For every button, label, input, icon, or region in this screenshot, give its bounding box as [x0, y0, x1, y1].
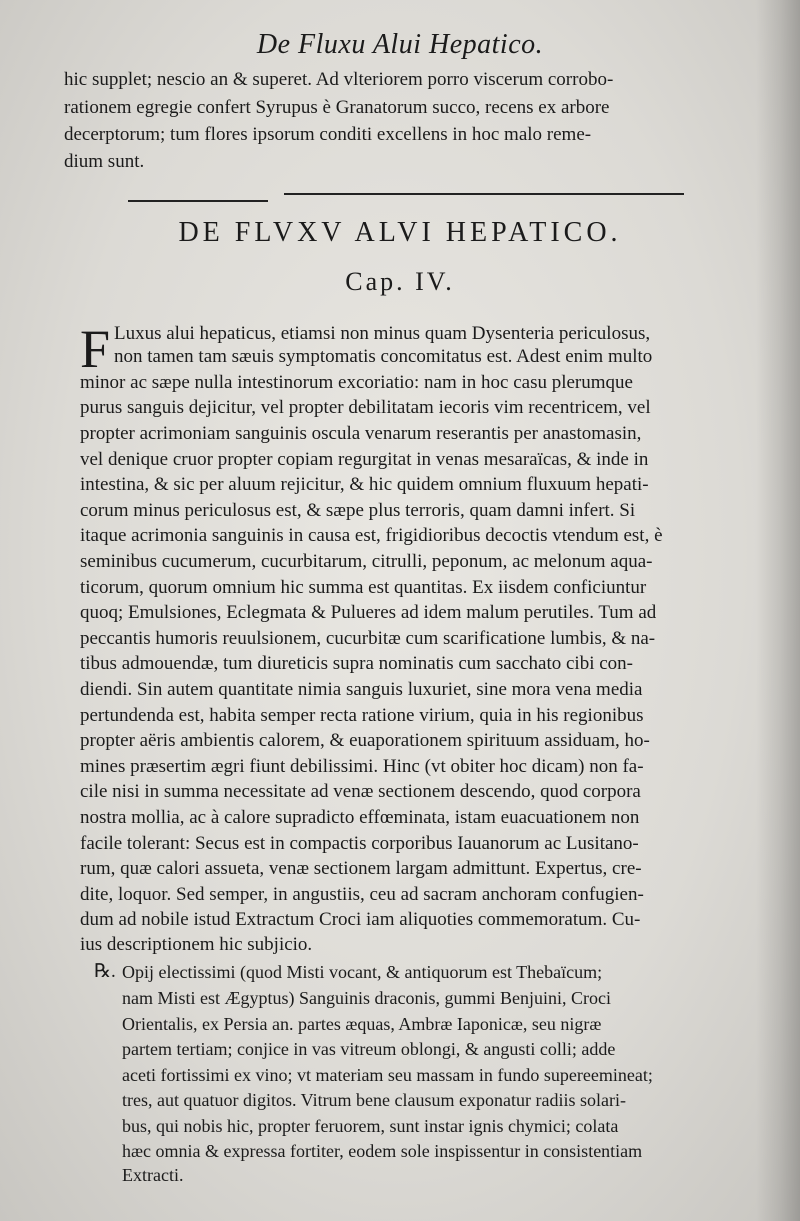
body-line: propter aëris ambientis calorem, & euaporationem spirituum assiduam, ho-: [80, 730, 650, 751]
body-line: itaque acrimonia sanguinis in causa est, frigidioribus decoctis vtendum est, è: [80, 525, 663, 546]
recipe-line: Opij electissimi (quod Misti vocant, & antiquorum est Thebaïcum;: [122, 962, 603, 982]
preceding-line: dium sunt.: [64, 151, 145, 172]
body-line: nostra mollia, ac à calore supradicto effœminata, istam euacuationem non: [80, 807, 640, 828]
recipe-line: Orientalis, ex Persia an. partes æquas, Ambræ Iaponicæ, seu nigræ: [122, 1014, 602, 1034]
body-line: diendi. Sin autem quantitate nimia sanguis luxuriet, sine mora vena media: [80, 679, 643, 700]
body-line: mines præsertim ægri fiunt debilissimi. Hinc (vt obiter hoc dicam) non fa-: [80, 756, 644, 777]
body-line: Luxus alui hepaticus, etiamsi non minus quam Dysenteria periculosus,: [114, 323, 651, 344]
recipe-line: bus, qui nobis hic, propter feruorem, sunt instar ignis chymici; colata: [122, 1116, 619, 1136]
recipe-line: aceti fortissimi ex vino; vt materiam seu massam in fundo supereemineat;: [122, 1065, 653, 1085]
body-line: non tamen tam sæuis symptomatis concomitatus est. Adest enim multo: [114, 346, 653, 367]
body-line: rum, quæ calori assueta, venæ sectionem largam admittunt. Expertus, cre-: [80, 858, 642, 879]
body-line: tibus admouendæ, tum diureticis supra nominatis cum sacchato cibi con-: [80, 653, 633, 674]
chapter-number: Cap. IV.: [345, 267, 455, 296]
body-line: seminibus cucumerum, cucurbitarum, citrulli, peponum, ac melonum aqua-: [80, 551, 653, 572]
body-line: minor ac sæpe nulla intestinorum excoriatio: nam in hoc casu plerumque: [80, 372, 633, 393]
body-line: corum minus periculosus est, & sæpe plus terroris, quam damni infert. Si: [80, 500, 636, 521]
recipe-symbol: ℞.: [94, 961, 116, 982]
recipe-line: nam Misti est Ægyptus) Sanguinis draconis, gummi Benjuini, Croci: [122, 988, 611, 1008]
body-line: pertundenda est, habita semper recta ratione virium, quia in his regionibus: [80, 705, 644, 726]
body-line: peccantis humoris reuulsionem, cucurbitæ cum scarificatione lumbis, & na-: [80, 628, 656, 649]
recipe-line: Extracti.: [122, 1165, 184, 1185]
section-rule: [128, 200, 268, 202]
recipe-line: partem tertiam; conjice in vas vitreum oblongi, & angusti colli; adde: [122, 1039, 616, 1059]
body-line: vel denique cruor propter copiam regurgitat in venas mesaraïcas, & inde in: [80, 449, 649, 470]
body-line: dum ad nobile istud Extractum Croci iam aliquoties commemoratum. Cu-: [80, 909, 641, 930]
preceding-line: hic supplet; nescio an & superet. Ad vlteriorem porro viscerum corrobo-: [64, 69, 614, 90]
preceding-line: rationem egregie confert Syrupus è Granatorum succo, recens ex arbore: [64, 97, 610, 118]
body-line: intestina, & sic per aluum rejicitur, & hic quidem omnium fluxuum hepati-: [80, 474, 649, 495]
body-line: dite, loquor. Sed semper, in angustiis, ceu ad sacram anchoram confugien-: [80, 884, 644, 905]
body-line: propter acrimoniam sanguinis oscula venarum reserantis per anastomasin,: [80, 423, 642, 444]
body-line: ius descriptionem hic subjicio.: [80, 934, 313, 955]
page-spine-shadow: [756, 0, 800, 1221]
chapter-title: DE FLVXV ALVI HEPATICO.: [178, 217, 622, 248]
preceding-line: decerptorum; tum flores ipsorum conditi excellens in hoc malo reme-: [64, 124, 592, 145]
section-rule: [284, 193, 684, 195]
body-line: purus sanguis dejicitur, vel propter debilitatam iecoris vim recentricem, vel: [80, 397, 651, 418]
running-head: De Fluxu Alui Hepatico.: [256, 29, 544, 60]
body-line: cile nisi in summa necessitate ad venæ sectionem descendo, quod corpora: [80, 781, 641, 802]
recipe-line: tres, aut quatuor digitos. Vitrum bene clausum exponatur radiis solari-: [122, 1090, 626, 1110]
body-line: ticorum, quorum omnium hic summa est quantitas. Ex iisdem conficiuntur: [80, 577, 647, 598]
drop-cap: F: [80, 319, 111, 379]
body-line: quoq; Emulsiones, Eclegmata & Pulueres ad idem malum perutiles. Tum ad: [80, 602, 657, 623]
recipe-line: hæc omnia & expressa fortiter, eodem sole inspissentur in consistentiam: [122, 1141, 643, 1161]
body-line: facile tolerant: Secus est in compactis corporibus Iauanorum ac Lusitano-: [80, 833, 639, 854]
